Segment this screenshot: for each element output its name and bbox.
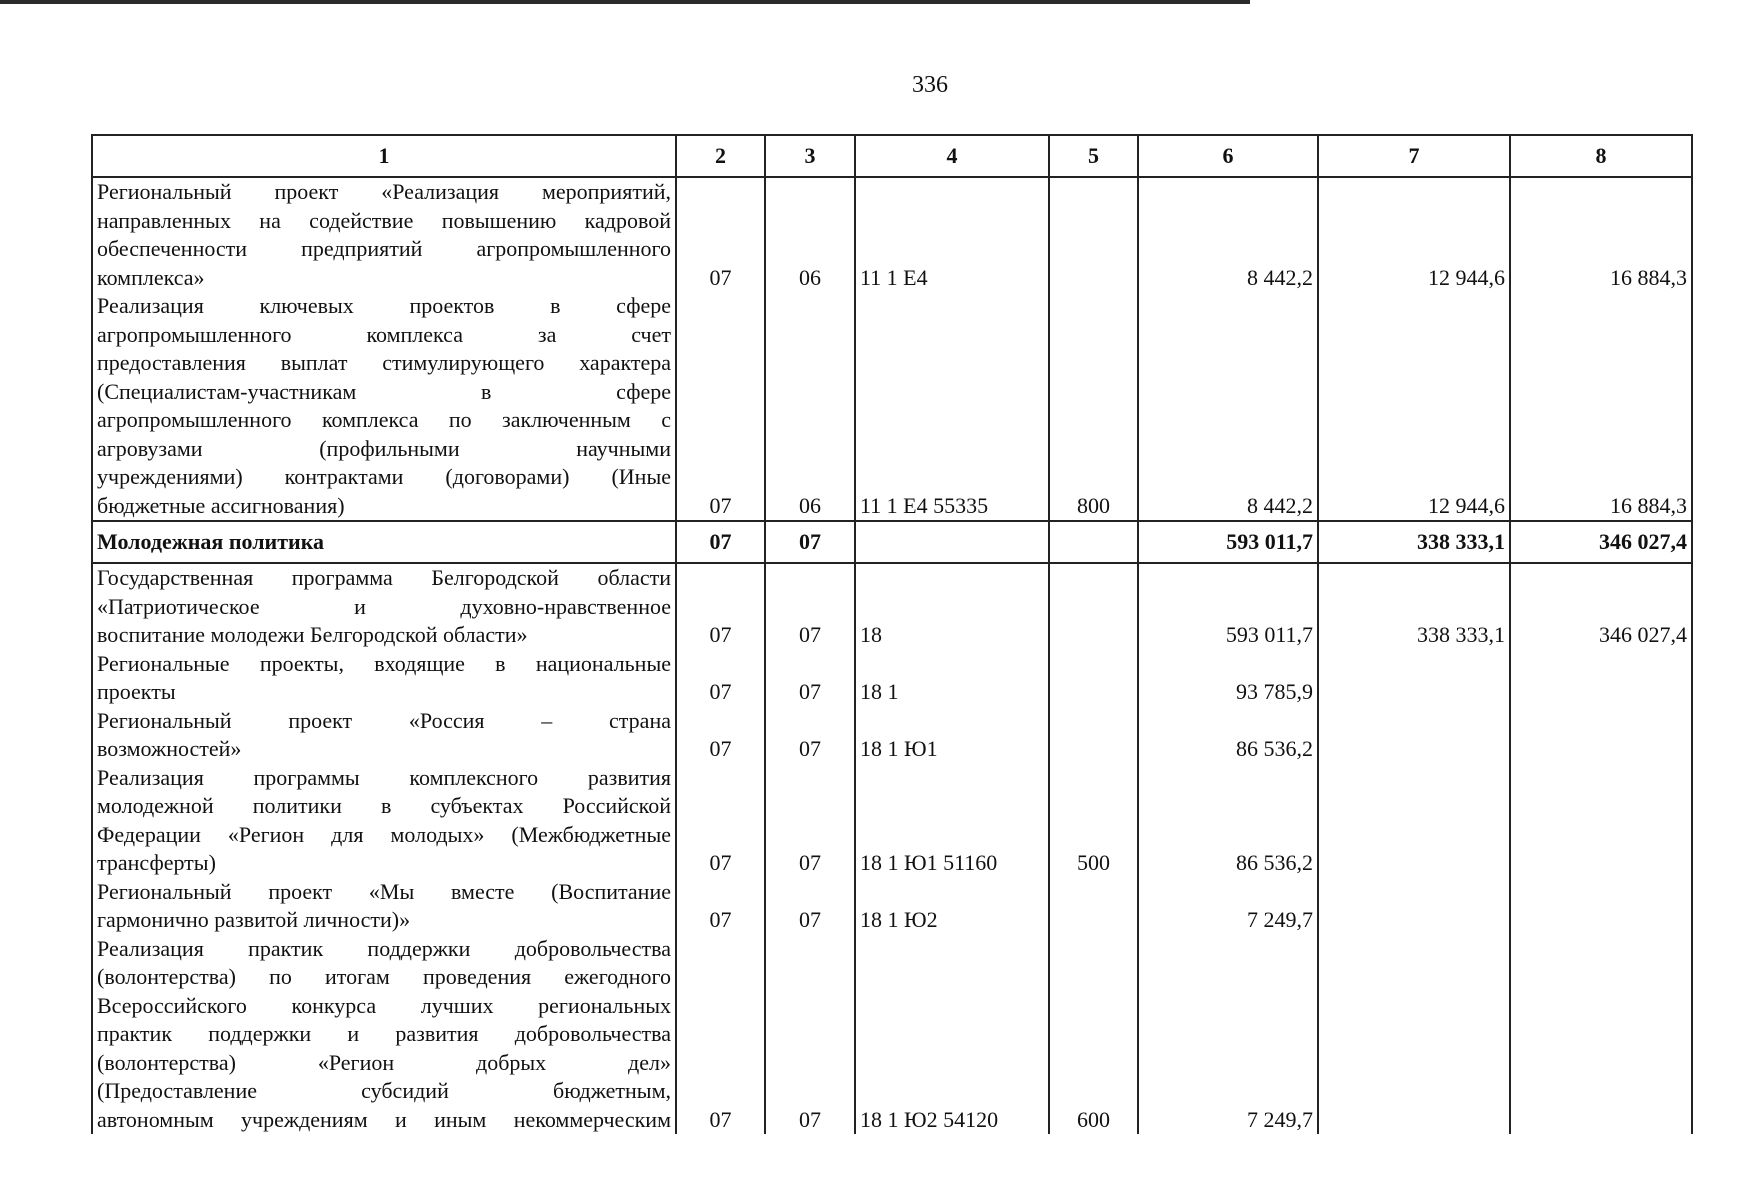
header-col-8: 8 [1510,135,1692,177]
expense-type-code: 500 [1049,764,1138,878]
row-description [92,935,676,1135]
expense-type-code [1049,650,1138,707]
amount-col-7 [1318,935,1510,1135]
amount-col-7: 12 944,6 [1318,177,1510,292]
table-row [92,650,1692,707]
row-description [92,177,676,292]
target-article-code: 18 [855,563,1049,650]
description-line: практик поддержки и развития добровольчества [97,1021,671,1046]
section-code: 07 [676,764,765,878]
table-row [92,764,1692,878]
target-article-code: 11 1 E4 [855,177,1049,292]
target-article-code [855,521,1049,563]
table-row [92,177,1692,292]
section-code: 07 [676,935,765,1135]
expense-type-code [1049,521,1138,563]
row-description [92,650,676,707]
description-line: бюджетные ассигнования) [97,492,345,518]
row-description [92,878,676,935]
description-line: трансферты) [97,850,216,875]
description-line: Региональный проект «Реализация мероприятий, [97,179,671,204]
table-row [92,292,1692,521]
amount-col-7 [1318,650,1510,707]
page-number: 336 [912,72,948,98]
amount-col-8: 16 884,3 [1510,292,1692,521]
amount-col-8 [1510,935,1692,1135]
description-line: агровузами (профильными научными [97,435,671,461]
description-line: агропромышленного комплекса по заключенным с [97,407,671,432]
description-line: возможностей» [97,736,242,761]
amount-col-6: 93 785,9 [1138,650,1318,707]
row-description [92,521,676,563]
amount-col-7: 338 333,1 [1318,563,1510,650]
target-article-code: 18 1 Ю2 [855,878,1049,935]
expense-type-code [1049,563,1138,650]
description-line: предоставления выплат стимулирующего характера [97,350,671,375]
description-line: Всероссийского конкурса лучших региональных [97,992,671,1018]
expense-type-code: 600 [1049,935,1138,1135]
header-col-4: 4 [855,135,1049,177]
amount-col-6: 8 442,2 [1138,292,1318,521]
description-line: комплекса» [97,264,205,290]
header-col-5: 5 [1049,135,1138,177]
description-line: Реализация практик поддержки добровольчества [97,935,671,961]
section-code: 07 [676,292,765,521]
description-line: Федерации «Регион для молодых» (Межбюджетные [97,821,671,847]
description-line: Региональный проект «Мы вместе (Воспитание [97,878,671,904]
description-line: воспитание молодежи Белгородской области» [97,622,528,647]
section-code: 07 [676,650,765,707]
description-line: учреждениями) контрактами (договорами) (Иные [97,464,671,489]
description-line: (Предоставление субсидий бюджетным, [97,1078,671,1103]
description-line: Региональные проекты, входящие в национальные [97,650,671,676]
header-col-2: 2 [676,135,765,177]
amount-col-8 [1510,650,1692,707]
header-col-6: 6 [1138,135,1318,177]
amount-col-6: 86 536,2 [1138,707,1318,764]
target-article-code: 18 1 [855,650,1049,707]
section-code: 07 [676,521,765,563]
description-line: Реализация программы комплексного развития [97,764,671,790]
header-col-7: 7 [1318,135,1510,177]
subsection-code: 07 [765,707,855,764]
header-col-3: 3 [765,135,855,177]
table-row [92,563,1692,650]
subsection-code: 06 [765,177,855,292]
description-line: (Специалистам-участникам в сфере [97,378,671,404]
target-article-code: 18 1 Ю1 51160 [855,764,1049,878]
subsection-code: 07 [765,764,855,878]
row-description [92,292,676,521]
description-line: молодежной политики в субъектах Российской [97,793,671,818]
section-code: 07 [676,707,765,764]
amount-col-8 [1510,764,1692,878]
description-line: (волонтерства) «Регион добрых дел» [97,1049,671,1075]
amount-col-8: 346 027,4 [1510,563,1692,650]
description-line: Региональный проект «Россия – страна [97,707,671,733]
table-row [92,935,1692,1135]
budget-table [91,134,1693,1134]
subsection-code: 07 [765,650,855,707]
row-description [92,707,676,764]
description-line: Реализация ключевых проектов в сфере [97,293,671,318]
target-article-code: 18 1 Ю2 54120 [855,935,1049,1135]
amount-col-6: 86 536,2 [1138,764,1318,878]
description-line: Молодежная политика [97,528,325,554]
description-line: Государственная программа Белгородской области [97,565,671,590]
amount-col-8 [1510,878,1692,935]
expense-type-code [1049,878,1138,935]
description-line: агропромышленного комплекса за счет [97,321,671,347]
amount-col-8 [1510,707,1692,764]
table-row [92,707,1692,764]
row-description [92,764,676,878]
description-line: «Патриотическое и духовно-нравственное [97,593,671,619]
subsection-code: 07 [765,521,855,563]
description-line: автономным учреждениям и иным некоммерческим [97,1106,671,1132]
section-row [92,521,1692,563]
subsection-code: 07 [765,935,855,1135]
amount-col-8: 346 027,4 [1510,521,1692,563]
subsection-code: 07 [765,563,855,650]
amount-col-6: 593 011,7 [1138,521,1318,563]
amount-col-8: 16 884,3 [1510,177,1692,292]
amount-col-7 [1318,707,1510,764]
subsection-code: 06 [765,292,855,521]
section-code: 07 [676,177,765,292]
amount-col-7: 338 333,1 [1318,521,1510,563]
description-line: обеспеченности предприятий агропромышленного [97,236,671,261]
target-article-code: 18 1 Ю1 [855,707,1049,764]
expense-type-code: 800 [1049,292,1138,521]
amount-col-6: 7 249,7 [1138,935,1318,1135]
description-line: (волонтерства) по итогам проведения ежегодного [97,964,671,989]
description-line: направленных на содействие повышению кадровой [97,207,671,233]
amount-col-6: 593 011,7 [1138,563,1318,650]
top-rule [0,0,1250,4]
row-description [92,563,676,650]
table-body [92,177,1692,1134]
header-row [92,135,1692,177]
amount-col-7 [1318,764,1510,878]
section-code: 07 [676,878,765,935]
header-col-1: 1 [92,135,676,177]
expense-type-code [1049,707,1138,764]
expense-type-code [1049,177,1138,292]
amount-col-6: 7 249,7 [1138,878,1318,935]
amount-col-6: 8 442,2 [1138,177,1318,292]
amount-col-7 [1318,878,1510,935]
subsection-code: 07 [765,878,855,935]
amount-col-7: 12 944,6 [1318,292,1510,521]
description-line: проекты [97,679,176,704]
target-article-code: 11 1 E4 55335 [855,292,1049,521]
description-line: гармонично развитой личности)» [97,907,411,932]
table-row [92,878,1692,935]
section-code: 07 [676,563,765,650]
